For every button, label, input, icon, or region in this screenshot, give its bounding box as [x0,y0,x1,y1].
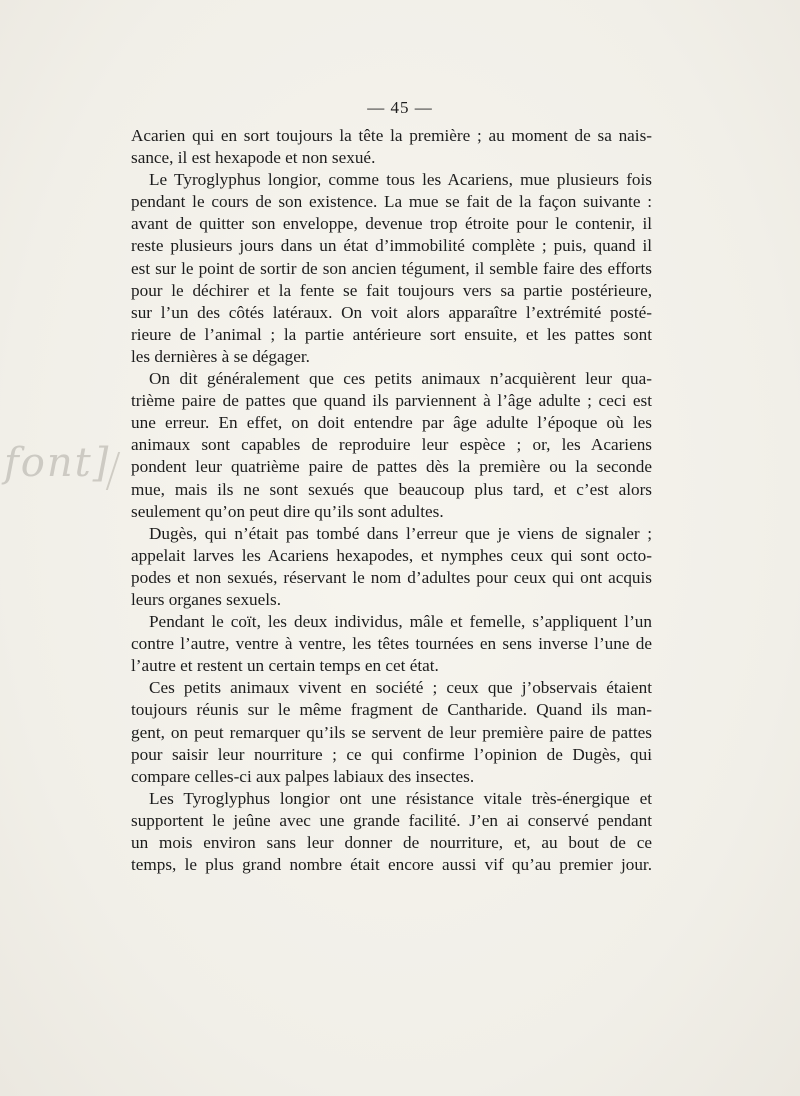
text-line: Ces petits animaux vivent en société ; ceux que j’observais étaient [149,678,652,698]
text-line: Les Tyroglyphus longior ont une résistance vitale très-énergique et [149,788,652,808]
text-line: pour le déchirer et la fente se fait toujours vers sa partie postérieure, [131,280,652,300]
text-line: podes et non sexués, réservant le nom d’adultes pour ceux qui ont acquis [131,567,652,587]
text-line: sance, il est hexapode et non sexué. [131,148,376,168]
text-line: Dugès, qui n’était pas tombé dans l’erreur que je viens de signaler ; [149,523,652,543]
text-line: les dernières à se dégager. [131,346,310,366]
text-line: est sur le point de sortir de son ancien tégument, il semble faire des efforts [131,258,652,278]
text-line: animaux sont capables de reproduire leur espèce ; or, les Acariens [131,435,652,455]
text-line: On dit généralement que ces petits animaux n’acquièrent leur qua- [149,369,652,389]
text-line: gent, on peut remarquer qu’ils se servent de leur première paire de pattes [131,722,652,742]
text-line: supportent le jeûne avec une grande facilité. J’en ai conservé pendant [131,810,652,830]
text-line: sur l’un des côtés latéraux. On voit alors apparaître l’extrémité posté- [131,302,652,322]
text-line: pondent leur quatrième paire de pattes dès la première ou la seconde [131,457,652,477]
text-line: Pendant le coït, les deux individus, mâle et femelle, s’appliquent l’un [149,612,652,632]
text-line: l’autre et restent un certain temps en cet état. [131,656,439,676]
text-line: mue, mais ils ne sont sexués que beaucoup plus tard, et c’est alors [131,479,652,499]
margin-handwritten-note: font] [4,440,111,486]
page-number: — 45 — [367,98,433,117]
text-line: seulement qu’on peut dire qu’ils sont adultes. [131,501,444,521]
text-line: une erreur. En effet, on doit entendre par âge adulte l’époque où les [131,413,652,433]
text-line: temps, le plus grand nombre était encore aussi vif qu’au premier jour. [131,855,652,875]
text-line: avant de quitter son enveloppe, devenue trop étroite pour le contenir, il [131,214,652,234]
text-line: compare celles-ci aux palpes labiaux des insectes. [131,766,475,786]
text-line: pendant le cours de son existence. La mue se fait de la façon suivante : [131,192,652,212]
text-line: appelait larves les Acariens hexapodes, et nymphes ceux qui sont octo- [131,545,652,565]
text-line: contre l’autre, ventre à ventre, les têtes tournées en sens inverse l’une de [131,634,652,654]
text-line: trième paire de pattes que quand ils parviennent à l’âge adulte ; ceci est [131,391,652,411]
text-line: Acarien qui en sort toujours la tête la première ; au moment de sa nais- [131,126,652,145]
text-line: Le Tyroglyphus longior, comme tous les Acariens, mue plusieurs fois [149,170,652,190]
text-line: pour saisir leur nourriture ; ce qui confirme l’opinion de Dugès, qui [131,744,652,764]
text-line: un mois environ sans leur donner de nourriture, et, au bout de ce [131,833,652,852]
text-line: reste plusieurs jours dans un état d’immobilité complète ; puis, quand il [131,236,652,256]
text-line: leurs organes sexuels. [131,589,282,609]
text-line: toujours réunis sur le même fragment de Cantharide. Quand ils man- [131,700,652,720]
text-line: rieure de l’animal ; la partie antérieure sort ensuite, et les pattes sont [131,324,652,344]
body-text [131,125,652,876]
